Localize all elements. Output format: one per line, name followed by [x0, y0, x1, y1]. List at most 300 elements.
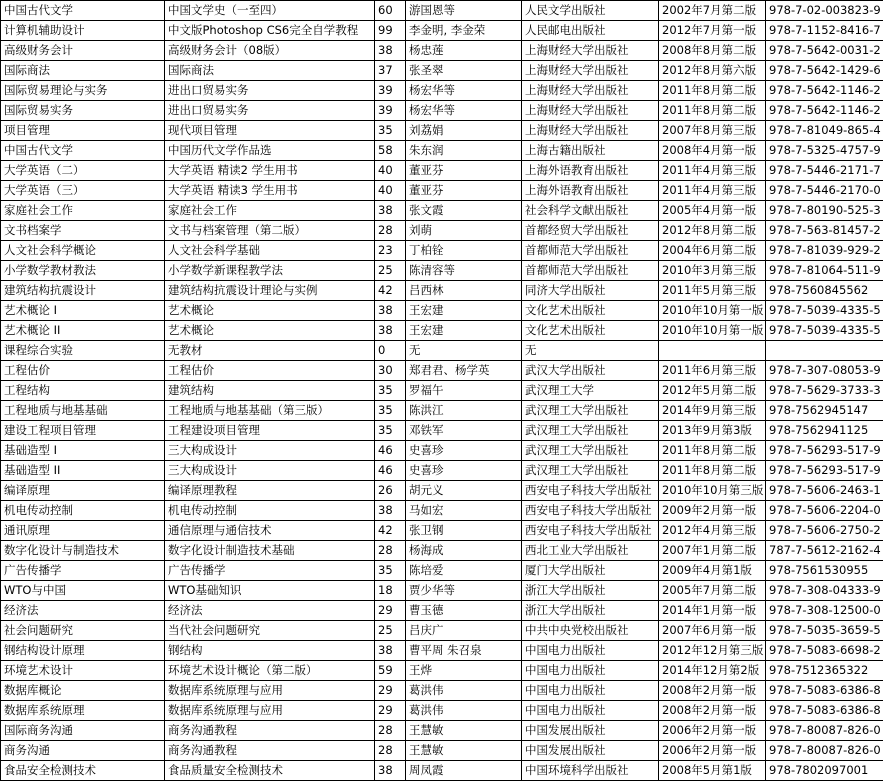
table-row [1, 281, 883, 301]
price-cell[interactable]: 38 [375, 321, 406, 341]
edition-cell[interactable]: 2009年2月第一版 [659, 501, 766, 521]
author-cell[interactable]: 史喜珍 [406, 461, 522, 481]
isbn-cell[interactable]: 978-7-81049-865-4 [766, 121, 883, 141]
isbn-cell[interactable]: 978-7-1152-8416-7 [766, 21, 883, 41]
table-row [1, 261, 883, 281]
table-row [1, 581, 883, 601]
edition-cell[interactable]: 2014年1月第一版 [659, 601, 766, 621]
edition-cell[interactable]: 2012年12月第三版 [659, 641, 766, 661]
textbook-cell[interactable]: 中国文学史（一至四） [165, 1, 375, 21]
course-cell[interactable]: 工程地质与地基基础 [1, 401, 165, 421]
publisher-cell[interactable]: 人民文学出版社 [522, 1, 659, 21]
course-cell[interactable]: WTO与中国 [1, 581, 165, 601]
table-row [1, 441, 883, 461]
price-cell[interactable]: 35 [375, 561, 406, 581]
edition-cell[interactable]: 2006年2月第一版 [659, 721, 766, 741]
edition-cell[interactable]: 2012年8月第二版 [659, 221, 766, 241]
isbn-cell[interactable]: 978-7-5039-4335-5 [766, 321, 883, 341]
isbn-cell[interactable]: 978-7-5642-1146-2 [766, 81, 883, 101]
textbook-cell[interactable]: 三大构成设计 [165, 461, 375, 481]
table-row [1, 541, 883, 561]
textbook-cell[interactable]: 食品质量安全检测技术 [165, 761, 375, 781]
author-cell[interactable]: 游国恩等 [406, 1, 522, 21]
author-cell[interactable]: 吕庆广 [406, 621, 522, 641]
course-cell[interactable]: 艺术概论 I [1, 301, 165, 321]
isbn-cell[interactable]: 978-7-5642-1429-6 [766, 61, 883, 81]
course-cell[interactable]: 社会问题研究 [1, 621, 165, 641]
publisher-cell[interactable]: 中共中央党校出版社 [522, 621, 659, 641]
textbook-cell[interactable]: WTO基础知识 [165, 581, 375, 601]
publisher-cell[interactable]: 上海财经大学出版社 [522, 81, 659, 101]
course-cell[interactable]: 大学英语（二） [1, 161, 165, 181]
course-cell[interactable]: 中国古代文学 [1, 141, 165, 161]
isbn-cell[interactable]: 978-7-80190-525-3 [766, 201, 883, 221]
price-cell[interactable]: 25 [375, 261, 406, 281]
textbook-cell[interactable]: 建筑结构抗震设计理论与实例 [165, 281, 375, 301]
publisher-cell[interactable]: 文化艺术出版社 [522, 301, 659, 321]
course-cell[interactable]: 钢结构设计原理 [1, 641, 165, 661]
publisher-cell[interactable]: 上海财经大学出版社 [522, 41, 659, 61]
edition-cell[interactable]: 2006年2月第一版 [659, 741, 766, 761]
course-cell[interactable]: 建筑结构抗震设计 [1, 281, 165, 301]
price-cell[interactable]: 28 [375, 221, 406, 241]
price-cell[interactable]: 35 [375, 121, 406, 141]
textbook-cell[interactable]: 无教材 [165, 341, 375, 361]
textbook-cell[interactable]: 机电传动控制 [165, 501, 375, 521]
publisher-cell[interactable]: 中国环境科学出版社 [522, 761, 659, 781]
course-cell[interactable]: 项目管理 [1, 121, 165, 141]
publisher-cell[interactable]: 武汉理工大学出版社 [522, 441, 659, 461]
course-cell[interactable]: 通讯原理 [1, 521, 165, 541]
author-cell[interactable]: 史喜珍 [406, 441, 522, 461]
textbook-cell[interactable]: 编译原理教程 [165, 481, 375, 501]
author-cell[interactable]: 罗福午 [406, 381, 522, 401]
author-cell[interactable]: 曹平周 朱召泉 [406, 641, 522, 661]
publisher-cell[interactable]: 首都师范大学出版社 [522, 241, 659, 261]
author-cell[interactable]: 无 [406, 341, 522, 361]
price-cell[interactable]: 30 [375, 361, 406, 381]
textbook-cell[interactable]: 经济法 [165, 601, 375, 621]
publisher-cell[interactable]: 中国电力出版社 [522, 641, 659, 661]
author-cell[interactable]: 陈培爱 [406, 561, 522, 581]
isbn-cell[interactable]: 978-7-5629-3733-3 [766, 381, 883, 401]
textbook-cell[interactable]: 小学数学新课程教学法 [165, 261, 375, 281]
publisher-cell[interactable]: 上海财经大学出版社 [522, 121, 659, 141]
publisher-cell[interactable]: 上海外语教育出版社 [522, 161, 659, 181]
textbook-cell[interactable]: 现代项目管理 [165, 121, 375, 141]
isbn-cell[interactable]: 978-7-81039-929-2 [766, 241, 883, 261]
publisher-cell[interactable]: 西安电子科技大学出版社 [522, 501, 659, 521]
isbn-cell[interactable]: 978-7-5446-2170-0 [766, 181, 883, 201]
publisher-cell[interactable]: 中国电力出版社 [522, 661, 659, 681]
author-cell[interactable]: 张圣翠 [406, 61, 522, 81]
author-cell[interactable]: 曹玉德 [406, 601, 522, 621]
publisher-cell[interactable]: 首都经贸大学出版社 [522, 221, 659, 241]
edition-cell[interactable]: 2011年8月第二版 [659, 101, 766, 121]
course-cell[interactable]: 国际商法 [1, 61, 165, 81]
course-cell[interactable]: 人文社会科学概论 [1, 241, 165, 261]
edition-cell[interactable]: 2007年1月第二版 [659, 541, 766, 561]
price-cell[interactable]: 99 [375, 21, 406, 41]
textbook-cell[interactable]: 中文版Photoshop CS6完全自学教程 [165, 21, 375, 41]
price-cell[interactable]: 38 [375, 761, 406, 781]
isbn-cell[interactable]: 787-7-5612-2162-4 [766, 541, 883, 561]
author-cell[interactable]: 陈洪江 [406, 401, 522, 421]
price-cell[interactable]: 42 [375, 281, 406, 301]
edition-cell[interactable]: 2012年5月第二版 [659, 381, 766, 401]
isbn-cell[interactable]: 978-7-5035-3659-5 [766, 621, 883, 641]
edition-cell[interactable]: 2014年12月第2版 [659, 661, 766, 681]
isbn-cell[interactable]: 978-7562945147 [766, 401, 883, 421]
table-row [1, 661, 883, 681]
edition-cell[interactable]: 2010年10月第一版 [659, 301, 766, 321]
publisher-cell[interactable]: 西安电子科技大学出版社 [522, 521, 659, 541]
author-cell[interactable]: 王慧敏 [406, 721, 522, 741]
course-cell[interactable]: 高级财务会计 [1, 41, 165, 61]
isbn-cell[interactable]: 978-7-5606-2204-0 [766, 501, 883, 521]
price-cell[interactable]: 59 [375, 661, 406, 681]
author-cell[interactable]: 杨宏华等 [406, 81, 522, 101]
publisher-cell[interactable]: 中国发展出版社 [522, 721, 659, 741]
price-cell[interactable]: 42 [375, 521, 406, 541]
table-row [1, 721, 883, 741]
textbook-cell[interactable]: 艺术概论 [165, 301, 375, 321]
table-row [1, 141, 883, 161]
isbn-cell[interactable]: 978-7-563-81457-2 [766, 221, 883, 241]
publisher-cell[interactable]: 中国电力出版社 [522, 681, 659, 701]
textbook-cell[interactable]: 商务沟通教程 [165, 721, 375, 741]
author-cell[interactable]: 张卫钢 [406, 521, 522, 541]
author-cell[interactable]: 葛洪伟 [406, 701, 522, 721]
isbn-cell[interactable]: 978-7-80087-826-0 [766, 721, 883, 741]
price-cell[interactable]: 38 [375, 201, 406, 221]
isbn-cell[interactable]: 978-7-308-12500-0 [766, 601, 883, 621]
publisher-cell[interactable]: 首都师范大学出版社 [522, 261, 659, 281]
publisher-cell[interactable]: 武汉理工大学出版社 [522, 461, 659, 481]
isbn-cell[interactable]: 978-7-5446-2171-7 [766, 161, 883, 181]
course-cell[interactable]: 艺术概论 II [1, 321, 165, 341]
edition-cell[interactable]: 2012年7月第一版 [659, 21, 766, 41]
textbook-cell[interactable]: 钢结构 [165, 641, 375, 661]
edition-cell[interactable]: 2011年4月第三版 [659, 161, 766, 181]
table-row [1, 21, 883, 41]
table-body [1, 1, 883, 781]
publisher-cell[interactable]: 浙江大学出版社 [522, 581, 659, 601]
isbn-cell[interactable]: 978-7-81064-511-9 [766, 261, 883, 281]
publisher-cell[interactable]: 中国电力出版社 [522, 701, 659, 721]
author-cell[interactable]: 邓铁军 [406, 421, 522, 441]
edition-cell[interactable]: 2012年4月第三版 [659, 521, 766, 541]
author-cell[interactable]: 董亚芬 [406, 161, 522, 181]
course-cell[interactable]: 工程估价 [1, 361, 165, 381]
edition-cell[interactable]: 2002年7月第二版 [659, 1, 766, 21]
textbook-cell[interactable]: 通信原理与通信技术 [165, 521, 375, 541]
author-cell[interactable]: 董亚芬 [406, 181, 522, 201]
price-cell[interactable]: 23 [375, 241, 406, 261]
author-cell[interactable]: 郑君君、杨学英 [406, 361, 522, 381]
publisher-cell[interactable]: 中国发展出版社 [522, 741, 659, 761]
isbn-cell[interactable]: 978-7-307-08053-9 [766, 361, 883, 381]
edition-cell[interactable]: 2011年6月第三版 [659, 361, 766, 381]
course-cell[interactable]: 数据库系统原理 [1, 701, 165, 721]
isbn-cell[interactable]: 978-7-56293-517-9 [766, 441, 883, 461]
publisher-cell[interactable]: 西北工业大学出版社 [522, 541, 659, 561]
author-cell[interactable]: 刘荔娟 [406, 121, 522, 141]
course-cell[interactable]: 编译原理 [1, 481, 165, 501]
edition-cell[interactable]: 2010年10月第三版 [659, 481, 766, 501]
author-cell[interactable]: 周凤霞 [406, 761, 522, 781]
price-cell[interactable]: 35 [375, 421, 406, 441]
course-cell[interactable]: 建设工程项目管理 [1, 421, 165, 441]
isbn-cell[interactable]: 978-7-02-003823-9 [766, 1, 883, 21]
edition-cell[interactable]: 2005年4月第一版 [659, 201, 766, 221]
table-row [1, 241, 883, 261]
course-cell[interactable]: 国际商务沟通 [1, 721, 165, 741]
publisher-cell[interactable]: 厦门大学出版社 [522, 561, 659, 581]
publisher-cell[interactable]: 武汉理工大学出版社 [522, 421, 659, 441]
isbn-cell[interactable]: 978-7-5642-0031-2 [766, 41, 883, 61]
table-row [1, 741, 883, 761]
price-cell[interactable]: 26 [375, 481, 406, 501]
price-cell[interactable]: 39 [375, 101, 406, 121]
author-cell[interactable]: 张文霞 [406, 201, 522, 221]
edition-cell[interactable]: 2014年9月第三版 [659, 401, 766, 421]
edition-cell[interactable]: 2004年6月第二版 [659, 241, 766, 261]
edition-cell[interactable]: 2005年7月第二版 [659, 581, 766, 601]
edition-cell[interactable]: 2007年6月第一版 [659, 621, 766, 641]
textbook-cell[interactable]: 建筑结构 [165, 381, 375, 401]
author-cell[interactable]: 胡元义 [406, 481, 522, 501]
edition-cell[interactable]: 2008年4月第一版 [659, 141, 766, 161]
price-cell[interactable]: 38 [375, 501, 406, 521]
isbn-cell[interactable] [766, 341, 883, 361]
publisher-cell[interactable]: 上海古籍出版社 [522, 141, 659, 161]
course-cell[interactable]: 环境艺术设计 [1, 661, 165, 681]
price-cell[interactable]: 38 [375, 641, 406, 661]
author-cell[interactable]: 陈清容等 [406, 261, 522, 281]
author-cell[interactable]: 王慧敏 [406, 741, 522, 761]
author-cell[interactable]: 杨宏华等 [406, 101, 522, 121]
publisher-cell[interactable]: 西安电子科技大学出版社 [522, 481, 659, 501]
price-cell[interactable]: 40 [375, 161, 406, 181]
table-row [1, 101, 883, 121]
publisher-cell[interactable]: 武汉大学出版社 [522, 361, 659, 381]
publisher-cell[interactable]: 上海财经大学出版社 [522, 61, 659, 81]
publisher-cell[interactable]: 浙江大学出版社 [522, 601, 659, 621]
course-cell[interactable]: 基础造型 I [1, 441, 165, 461]
price-cell[interactable]: 46 [375, 461, 406, 481]
publisher-cell[interactable]: 同济大学出版社 [522, 281, 659, 301]
author-cell[interactable]: 王宏建 [406, 301, 522, 321]
author-cell[interactable]: 贾少华等 [406, 581, 522, 601]
isbn-cell[interactable]: 978-7-5083-6386-8 [766, 701, 883, 721]
textbook-cell[interactable]: 高级财务会计（08版） [165, 41, 375, 61]
textbook-cell[interactable]: 工程建设项目管理 [165, 421, 375, 441]
course-cell[interactable]: 大学英语（三） [1, 181, 165, 201]
table-row [1, 501, 883, 521]
course-cell[interactable]: 数字化设计与制造技术 [1, 541, 165, 561]
price-cell[interactable]: 35 [375, 381, 406, 401]
table-row [1, 421, 883, 441]
textbook-cell[interactable]: 中国历代文学作品选 [165, 141, 375, 161]
publisher-cell[interactable]: 文化艺术出版社 [522, 321, 659, 341]
edition-cell[interactable]: 2007年8月第三版 [659, 121, 766, 141]
edition-cell[interactable]: 2011年8月第二版 [659, 81, 766, 101]
textbook-cell[interactable]: 数字化设计制造技术基础 [165, 541, 375, 561]
course-cell[interactable]: 国际贸易理论与实务 [1, 81, 165, 101]
table-row [1, 361, 883, 381]
textbook-cell[interactable]: 进出口贸易实务 [165, 101, 375, 121]
isbn-cell[interactable]: 978-7802097001 [766, 761, 883, 781]
isbn-cell[interactable]: 978-7-5642-1146-2 [766, 101, 883, 121]
price-cell[interactable]: 40 [375, 181, 406, 201]
price-cell[interactable]: 29 [375, 681, 406, 701]
price-cell[interactable]: 37 [375, 61, 406, 81]
edition-cell[interactable]: 2008年2月第一版 [659, 701, 766, 721]
author-cell[interactable]: 刘萌 [406, 221, 522, 241]
author-cell[interactable]: 马如宏 [406, 501, 522, 521]
author-cell[interactable]: 吕西林 [406, 281, 522, 301]
textbook-cell[interactable]: 工程估价 [165, 361, 375, 381]
publisher-cell[interactable]: 武汉理工大学 [522, 381, 659, 401]
isbn-cell[interactable]: 978-7560845562 [766, 281, 883, 301]
course-cell[interactable]: 经济法 [1, 601, 165, 621]
price-cell[interactable]: 35 [375, 401, 406, 421]
textbook-cell[interactable]: 大学英语 精读2 学生用书 [165, 161, 375, 181]
price-cell[interactable]: 39 [375, 81, 406, 101]
isbn-cell[interactable]: 978-7-56293-517-9 [766, 461, 883, 481]
course-cell[interactable]: 食品安全检测技术 [1, 761, 165, 781]
textbook-cell[interactable]: 三大构成设计 [165, 441, 375, 461]
price-cell[interactable]: 29 [375, 701, 406, 721]
isbn-cell[interactable]: 978-7561530955 [766, 561, 883, 581]
isbn-cell[interactable]: 978-7-5325-4757-9 [766, 141, 883, 161]
price-cell[interactable]: 28 [375, 541, 406, 561]
price-cell[interactable]: 25 [375, 621, 406, 641]
author-cell[interactable]: 李金明, 李金荣 [406, 21, 522, 41]
price-cell[interactable]: 28 [375, 721, 406, 741]
price-cell[interactable]: 28 [375, 741, 406, 761]
table-row [1, 321, 883, 341]
edition-cell[interactable]: 2011年4月第三版 [659, 181, 766, 201]
isbn-cell[interactable]: 978-7-5039-4335-5 [766, 301, 883, 321]
course-cell[interactable]: 文书档案学 [1, 221, 165, 241]
price-cell[interactable]: 46 [375, 441, 406, 461]
price-cell[interactable]: 38 [375, 41, 406, 61]
textbook-cell[interactable]: 家庭社会工作 [165, 201, 375, 221]
table-row [1, 181, 883, 201]
course-cell[interactable]: 计算机辅助设计 [1, 21, 165, 41]
textbook-cell[interactable]: 广告传播学 [165, 561, 375, 581]
edition-cell[interactable] [659, 341, 766, 361]
edition-cell[interactable]: 2009年4月第1版 [659, 561, 766, 581]
table-row [1, 341, 883, 361]
author-cell[interactable]: 杨忠莲 [406, 41, 522, 61]
author-cell[interactable]: 葛洪伟 [406, 681, 522, 701]
table-row [1, 401, 883, 421]
textbook-cell[interactable]: 商务沟通教程 [165, 741, 375, 761]
table-row [1, 61, 883, 81]
edition-cell[interactable]: 2008年2月第一版 [659, 681, 766, 701]
isbn-cell[interactable]: 978-7-308-04333-9 [766, 581, 883, 601]
author-cell[interactable]: 杨海成 [406, 541, 522, 561]
price-cell[interactable]: 0 [375, 341, 406, 361]
course-cell[interactable]: 中国古代文学 [1, 1, 165, 21]
textbook-cell[interactable]: 文书与档案管理（第二版） [165, 221, 375, 241]
price-cell[interactable]: 58 [375, 141, 406, 161]
table-row [1, 461, 883, 481]
textbook-cell[interactable]: 人文社会科学基础 [165, 241, 375, 261]
edition-cell[interactable]: 2010年10月第一版 [659, 321, 766, 341]
isbn-cell[interactable]: 978-7-80087-826-0 [766, 741, 883, 761]
course-cell[interactable]: 广告传播学 [1, 561, 165, 581]
table-row [1, 381, 883, 401]
course-cell[interactable]: 机电传动控制 [1, 501, 165, 521]
table-row [1, 201, 883, 221]
publisher-cell[interactable]: 社会科学文献出版社 [522, 201, 659, 221]
edition-cell[interactable]: 2010年3月第三版 [659, 261, 766, 281]
textbook-cell[interactable]: 大学英语 精读3 学生用书 [165, 181, 375, 201]
price-cell[interactable]: 60 [375, 1, 406, 21]
author-cell[interactable]: 王宏建 [406, 321, 522, 341]
textbook-cell[interactable]: 环境艺术设计概论（第二版） [165, 661, 375, 681]
textbook-cell[interactable]: 工程地质与地基基础（第三版） [165, 401, 375, 421]
table-row [1, 221, 883, 241]
textbook-cell[interactable]: 国际商法 [165, 61, 375, 81]
table-row [1, 41, 883, 61]
table-row [1, 621, 883, 641]
course-cell[interactable]: 课程综合实验 [1, 341, 165, 361]
textbook-cell[interactable]: 艺术概论 [165, 321, 375, 341]
course-cell[interactable]: 家庭社会工作 [1, 201, 165, 221]
isbn-cell[interactable]: 978-7-5606-2463-1 [766, 481, 883, 501]
textbook-cell[interactable]: 数据库系统原理与应用 [165, 701, 375, 721]
edition-cell[interactable]: 2011年8月第二版 [659, 461, 766, 481]
publisher-cell[interactable]: 武汉理工大学出版社 [522, 401, 659, 421]
isbn-cell[interactable]: 978-7-5083-6386-8 [766, 681, 883, 701]
author-cell[interactable]: 朱东润 [406, 141, 522, 161]
price-cell[interactable]: 18 [375, 581, 406, 601]
isbn-cell[interactable]: 978-7-5606-2750-2 [766, 521, 883, 541]
course-cell[interactable]: 数据库概论 [1, 681, 165, 701]
edition-cell[interactable]: 2013年9月第3版 [659, 421, 766, 441]
course-cell[interactable]: 国际贸易实务 [1, 101, 165, 121]
course-cell[interactable]: 商务沟通 [1, 741, 165, 761]
isbn-cell[interactable]: 978-7-5083-6698-2 [766, 641, 883, 661]
textbook-cell[interactable]: 进出口贸易实务 [165, 81, 375, 101]
edition-cell[interactable]: 2008年8月第二版 [659, 41, 766, 61]
textbook-cell[interactable]: 当代社会问题研究 [165, 621, 375, 641]
publisher-cell[interactable]: 无 [522, 341, 659, 361]
isbn-cell[interactable]: 978-7562941125 [766, 421, 883, 441]
price-cell[interactable]: 38 [375, 301, 406, 321]
course-cell[interactable]: 基础造型 II [1, 461, 165, 481]
publisher-cell[interactable]: 上海财经大学出版社 [522, 101, 659, 121]
course-cell[interactable]: 工程结构 [1, 381, 165, 401]
edition-cell[interactable]: 2008年5月第1版 [659, 761, 766, 781]
edition-cell[interactable]: 2011年5月第三版 [659, 281, 766, 301]
publisher-cell[interactable]: 人民邮电出版社 [522, 21, 659, 41]
author-cell[interactable]: 丁柏铨 [406, 241, 522, 261]
edition-cell[interactable]: 2012年8月第六版 [659, 61, 766, 81]
course-cell[interactable]: 小学数学教材教法 [1, 261, 165, 281]
author-cell[interactable]: 王烨 [406, 661, 522, 681]
price-cell[interactable]: 29 [375, 601, 406, 621]
publisher-cell[interactable]: 上海外语教育出版社 [522, 181, 659, 201]
textbook-cell[interactable]: 数据库系统原理与应用 [165, 681, 375, 701]
edition-cell[interactable]: 2011年8月第二版 [659, 441, 766, 461]
isbn-cell[interactable]: 978-7512365322 [766, 661, 883, 681]
